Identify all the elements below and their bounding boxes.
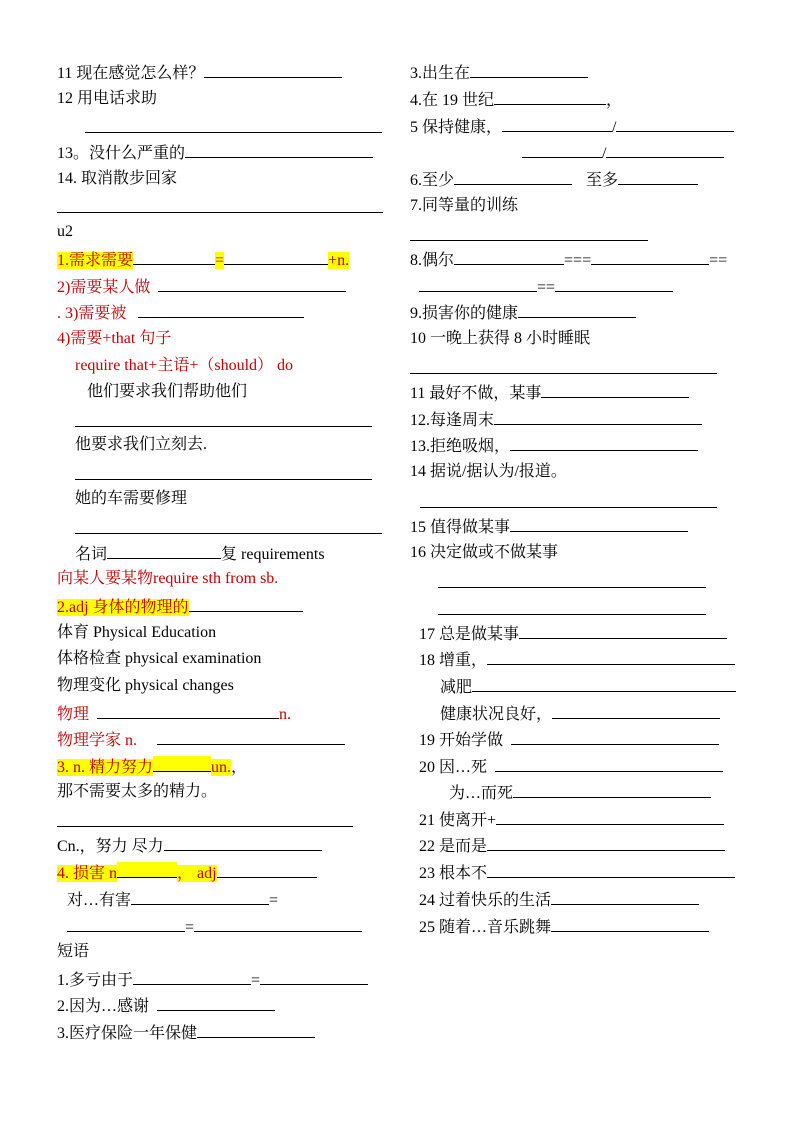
right-line-3: 3.出生在 [410, 62, 588, 82]
require-row-3: . 3)需要被 [57, 302, 304, 322]
blank[interactable] [522, 142, 602, 158]
blank[interactable] [133, 249, 215, 265]
blank[interactable] [97, 703, 279, 719]
right-line-21: 21 使离开+ [419, 809, 724, 829]
blank[interactable] [138, 302, 304, 318]
blank[interactable] [555, 276, 673, 292]
unit-heading: u2 [57, 223, 73, 240]
right-line-8: 8.偶尔 === == [410, 249, 727, 269]
blank[interactable] [470, 62, 588, 78]
blank-line[interactable] [410, 240, 648, 241]
blank[interactable] [518, 302, 636, 318]
blank[interactable] [591, 249, 709, 265]
left-line-exam: 体格检查 physical examination [57, 650, 262, 667]
blank[interactable] [419, 276, 537, 292]
blank[interactable] [194, 916, 362, 932]
right-line-23: 23 根本不 [419, 862, 735, 882]
blank-line[interactable] [57, 212, 383, 213]
blank[interactable] [616, 116, 734, 132]
blank[interactable] [552, 703, 720, 719]
left-line-car: 她的车需要修理 [75, 490, 188, 507]
left-line-help: 他们要求我们帮助他们 [87, 383, 248, 400]
right-line-5: 5 保持健康， / [410, 116, 734, 136]
blank-line[interactable] [75, 426, 372, 427]
blank[interactable] [511, 729, 719, 745]
left-line-effort: Cn.，努力 尽力 [57, 835, 322, 855]
blank[interactable] [510, 435, 698, 451]
right-line-5b: / [522, 142, 724, 162]
blank[interactable] [519, 623, 727, 639]
right-line-18: 18 增重， [419, 649, 735, 669]
left-line-noun: 名词 复 requirements [75, 543, 325, 563]
blank[interactable] [197, 1022, 315, 1038]
blank[interactable] [217, 862, 317, 878]
blank-line[interactable] [57, 826, 353, 827]
right-line-6: 6.至少 至多 [410, 169, 698, 189]
blank-line[interactable] [85, 132, 382, 133]
left-line-eq: = [67, 916, 362, 936]
blank[interactable] [454, 249, 564, 265]
blank[interactable] [117, 862, 177, 878]
blank[interactable] [204, 62, 342, 78]
left-line-go: 他要求我们立刻去. [75, 436, 208, 453]
blank[interactable] [164, 835, 322, 851]
right-line-20: 20 因…死 [419, 756, 723, 776]
blank[interactable] [551, 916, 709, 932]
phrases-heading: 短语 [57, 943, 90, 960]
blank[interactable] [153, 756, 211, 772]
blank[interactable] [185, 142, 373, 158]
right-line-14: 14 据说/据认为/报道。 [410, 463, 567, 480]
left-line-changes: 物理变化 physical changes [57, 677, 234, 694]
require-row-4: 4)需要+that 句子 [57, 330, 172, 347]
require-row-2: 2)需要某人做 [57, 276, 346, 296]
right-line-20b: 为…而死 [449, 782, 711, 802]
blank-line[interactable] [410, 373, 717, 374]
blank[interactable] [618, 169, 698, 185]
right-line-17: 17 总是做某事 [419, 623, 727, 643]
left-line-11: 11 现在感觉怎么样？ [57, 62, 342, 82]
blank[interactable] [494, 89, 606, 105]
right-line-13: 13.拒绝吸烟， [410, 435, 698, 455]
right-line-7: 7.同等量的训练 [410, 197, 519, 214]
blank[interactable] [67, 916, 185, 932]
blank[interactable] [133, 969, 251, 985]
effort-row: 3. n. 精力努力 un.， [57, 756, 247, 776]
right-line-12: 12.每逢周末 [410, 409, 702, 429]
left-line-harmful: 对…有害 = [67, 889, 278, 909]
left-line-13: 13。没什么严重的 [57, 142, 373, 162]
right-line-16: 16 决定做或不做某事 [410, 544, 559, 561]
blank-line[interactable] [75, 533, 382, 534]
left-line-12: 12 用电话求助 [57, 90, 158, 107]
right-line-9: 9.损害你的健康 [410, 302, 636, 322]
phrase-2: 2.因为…感谢 [57, 995, 275, 1015]
physical-row: 2.adj 身体的物理的 [57, 596, 303, 616]
right-line-25: 25 随着…音乐跳舞 [419, 916, 709, 936]
blank[interactable] [606, 142, 724, 158]
blank[interactable] [107, 543, 221, 559]
blank[interactable] [551, 889, 699, 905]
blank[interactable] [541, 382, 689, 398]
blank[interactable] [131, 889, 269, 905]
blank-line[interactable] [438, 614, 706, 615]
right-line-4: 4.在 19 世纪 ， [410, 89, 622, 109]
right-line-18c: 健康状况良好， [440, 703, 720, 723]
blank[interactable] [454, 169, 572, 185]
phrase-3: 3.医疗保险一年保健 [57, 1022, 315, 1042]
blank[interactable] [487, 649, 735, 665]
left-line-pe: 体育 Physical Education [57, 624, 217, 641]
blank-line[interactable] [438, 587, 706, 588]
blank[interactable] [224, 249, 328, 265]
harm-row: 4. 损害 n ， adj [57, 862, 317, 882]
blank-line[interactable] [420, 507, 717, 508]
blank[interactable] [513, 782, 711, 798]
blank[interactable] [496, 809, 724, 825]
left-line-energy: 那不需要太多的精力。 [57, 783, 218, 800]
blank[interactable] [502, 116, 612, 132]
right-line-24: 24 过着快乐的生活 [419, 889, 699, 909]
right-line-11: 11 最好不做，某事 [410, 382, 689, 402]
right-line-10: 10 一晚上获得 8 小时睡眠 [410, 330, 591, 347]
blank[interactable] [510, 516, 688, 532]
phrase-1: 1.多亏由于 = [57, 969, 368, 989]
require-row-1: 1.需求需要 = +n. [57, 249, 349, 269]
blank[interactable] [495, 756, 723, 772]
physicist-row: 物理学家 n. [57, 729, 345, 749]
blank[interactable] [157, 729, 345, 745]
blank[interactable] [472, 676, 736, 692]
left-line-14: 14. 取消散步回家 [57, 170, 178, 187]
blank[interactable] [260, 969, 368, 985]
right-line-18b: 减肥 [440, 676, 736, 696]
blank[interactable] [158, 276, 346, 292]
right-line-8b: == [419, 276, 673, 296]
blank[interactable] [189, 596, 303, 612]
right-line-19: 19 开始学做 [419, 729, 719, 749]
blank[interactable] [487, 862, 735, 878]
blank[interactable] [494, 409, 702, 425]
blank[interactable] [487, 835, 725, 851]
blank[interactable] [157, 995, 275, 1011]
physics-row: 物理 n. [57, 703, 291, 723]
right-line-15: 15 值得做某事 [410, 516, 688, 536]
right-line-22: 22 是而是 [419, 835, 725, 855]
require-from: 向某人要某物require sth from sb. [57, 570, 279, 587]
require-row-5: require that+主语+（should） do [75, 357, 294, 374]
blank-line[interactable] [75, 479, 372, 480]
